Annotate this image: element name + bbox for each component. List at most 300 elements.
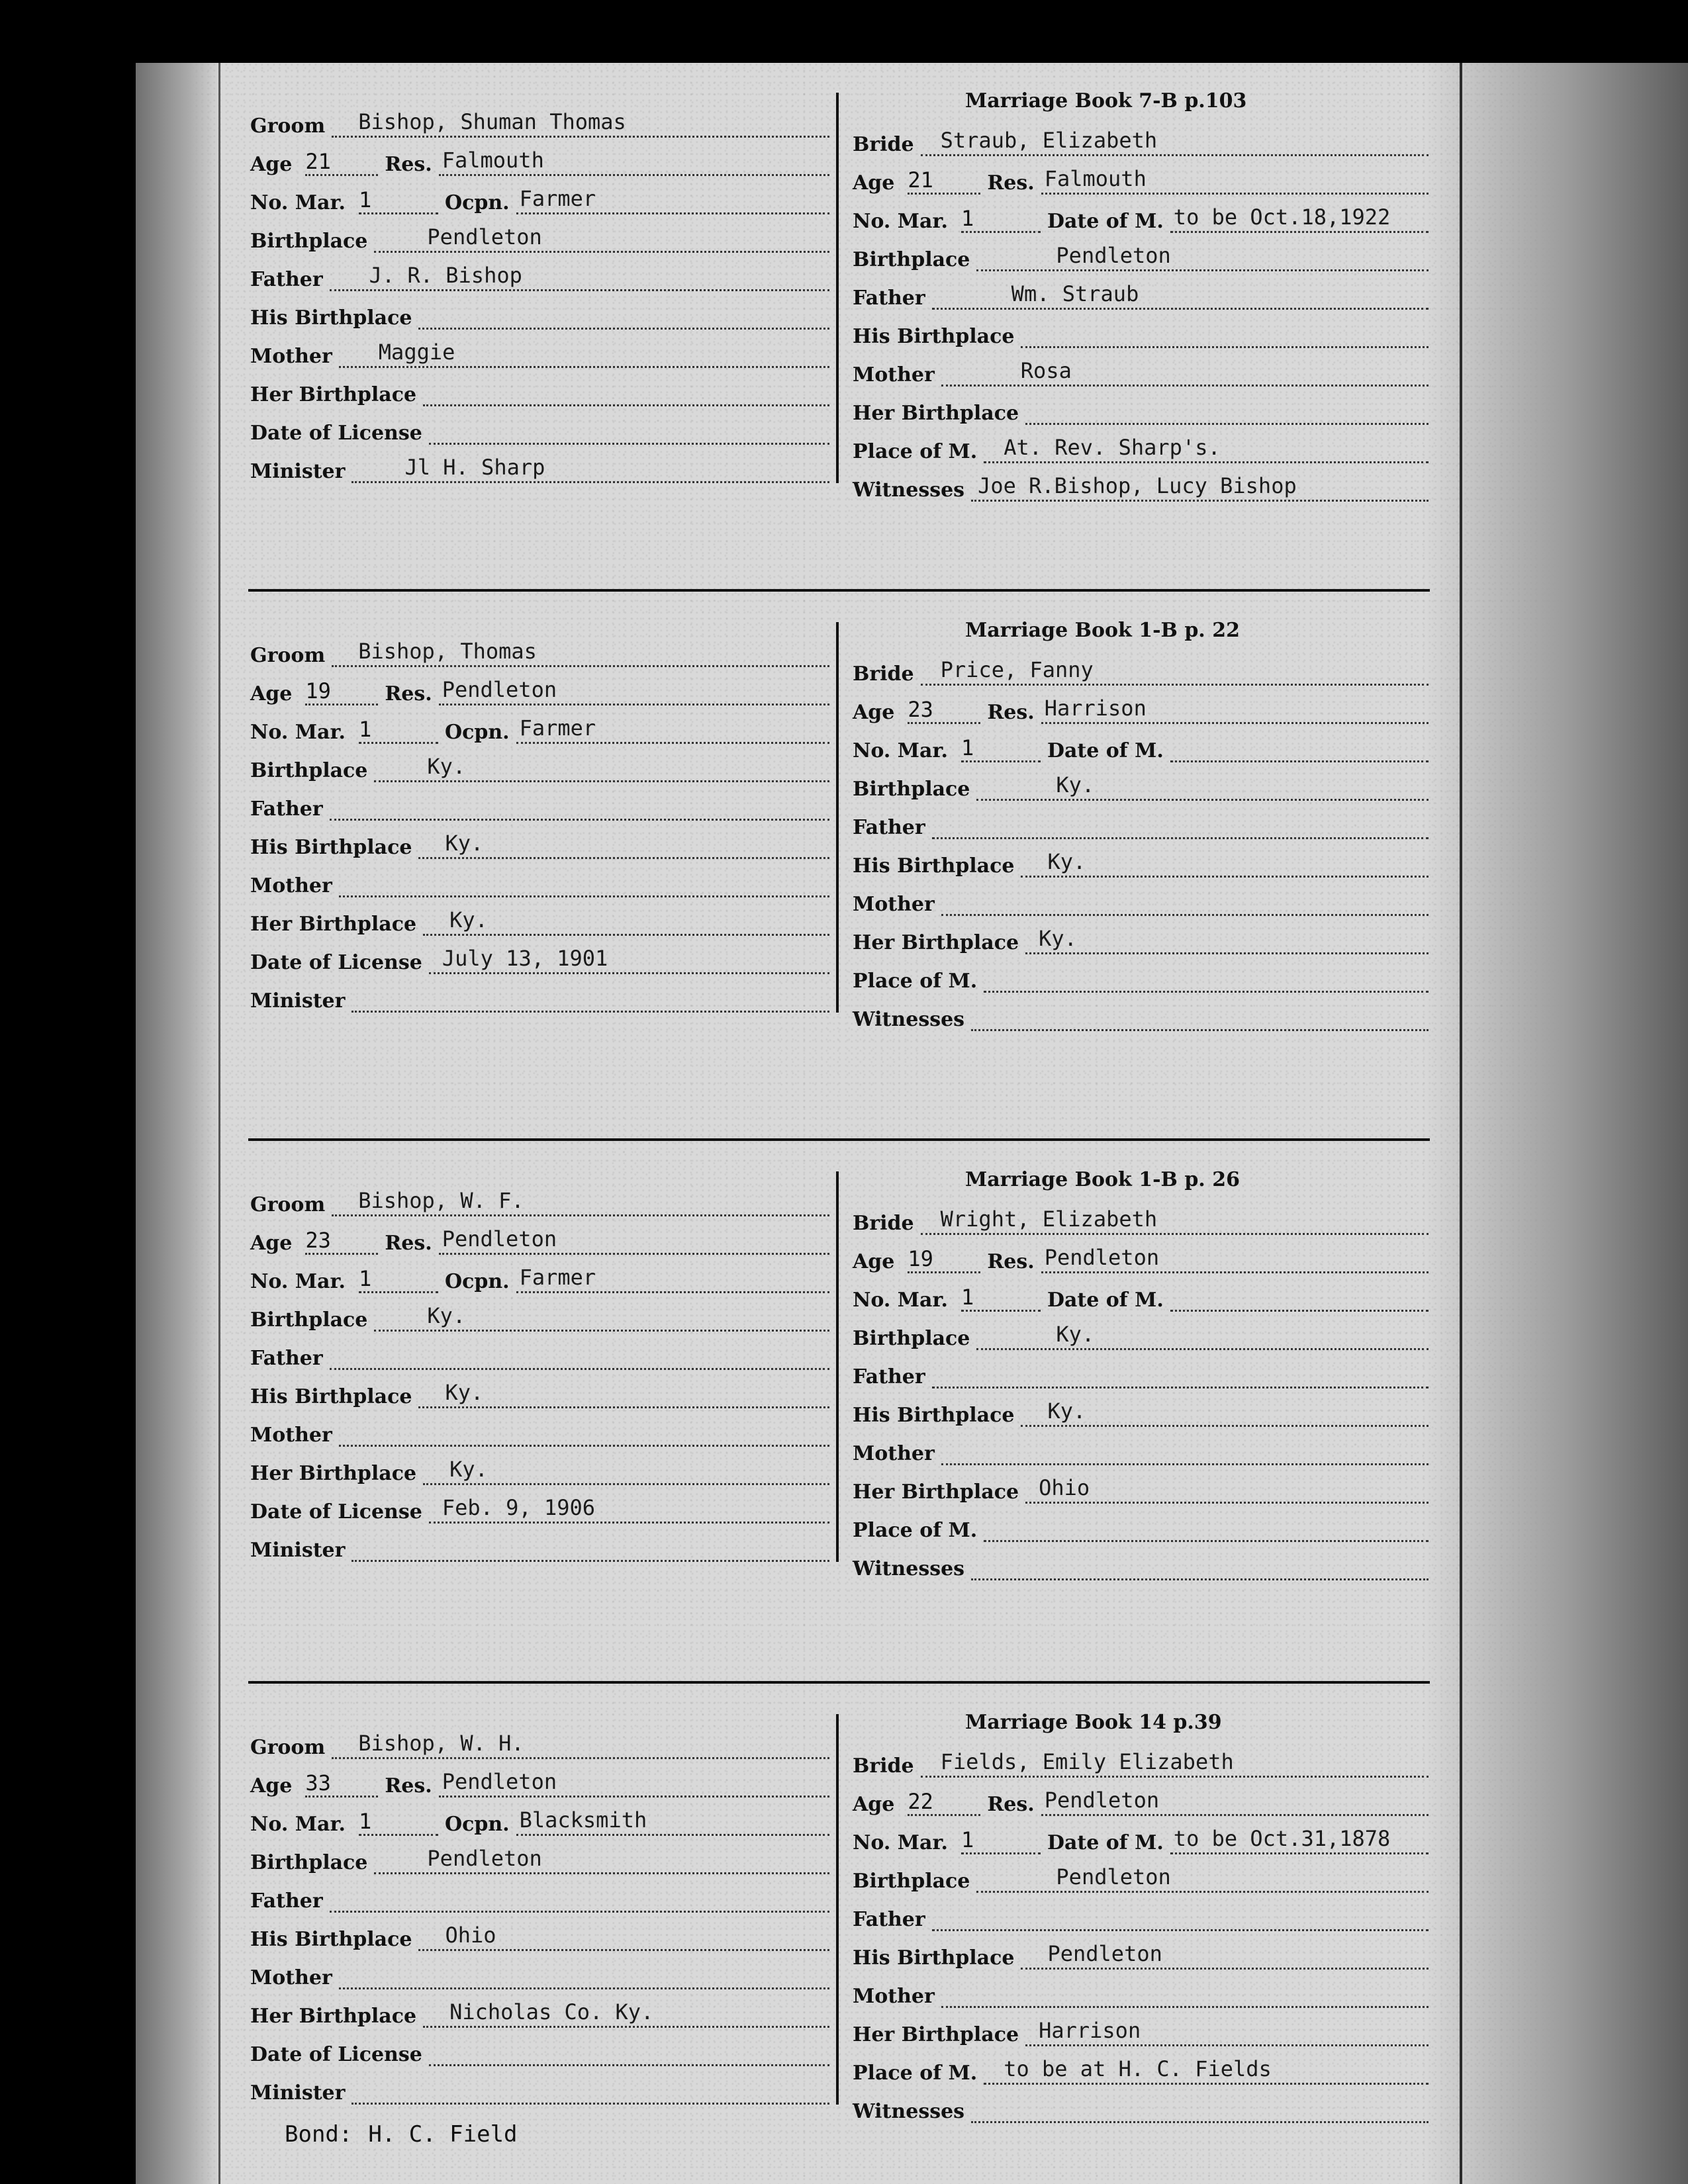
scan-shadow-right: [1423, 63, 1688, 2184]
groom-mother-row: [250, 1408, 829, 1447]
field-label: Age: [853, 1793, 895, 1816]
field-label: Ocpn.: [444, 191, 510, 214]
field-line: [339, 342, 829, 368]
groom-name-row: [250, 629, 829, 667]
field-value: Ky.: [427, 754, 466, 779]
column-divider: [836, 93, 839, 483]
bride-witnesses-row: [853, 463, 1429, 502]
field-line: [439, 1769, 829, 1797]
groom-no-mar: 1: [359, 717, 438, 744]
field-value: Harrison: [1044, 696, 1147, 721]
bride-place-of-m-row: [853, 954, 1429, 993]
field-label: Mother: [853, 893, 935, 916]
field-label: Father: [853, 287, 925, 310]
field-line: [1170, 1286, 1429, 1312]
bride-place-of-m-row: [853, 1504, 1429, 1542]
field-value: Straub, Elizabeth: [940, 128, 1158, 153]
bride-her-birthplace-row: [853, 1465, 1429, 1504]
bride-mother-row: [853, 348, 1429, 387]
groom-mother-row: [250, 859, 829, 897]
field-label: Res.: [385, 153, 432, 176]
field-label: Father: [250, 268, 323, 291]
field-label: Mother: [250, 1966, 332, 1989]
field-line: [423, 1999, 829, 2028]
field-line: [941, 890, 1429, 916]
bride-nomar-row: [853, 724, 1429, 762]
field-line: [1041, 698, 1429, 724]
field-label: Date of License: [250, 2043, 422, 2066]
groom-her-birthplace-row: [250, 368, 829, 406]
bride-age: 22: [908, 1789, 980, 1816]
field-line: [330, 1344, 829, 1370]
groom-date-of-license-row: [250, 936, 829, 974]
bride-no-mar: 1: [961, 735, 1041, 762]
field-line: [330, 265, 829, 291]
card-edge-left: [218, 63, 220, 2184]
groom-age: 21: [305, 149, 378, 176]
field-line: [932, 281, 1429, 310]
field-value: Falmouth: [442, 148, 544, 173]
field-value: Bishop, W. H.: [358, 1731, 524, 1756]
groom-mother-row: [250, 330, 829, 368]
field-label: Birthplace: [250, 759, 368, 782]
bond-value: H. C. Field: [368, 2121, 518, 2148]
field-line: [352, 457, 829, 483]
field-line: [516, 186, 829, 214]
field-line: [1021, 849, 1429, 878]
field-label: Groom: [250, 644, 326, 667]
bride-name-row: [853, 647, 1429, 686]
bride-name-row: [853, 118, 1429, 156]
field-label: Father: [250, 797, 323, 821]
field-line: [1025, 2018, 1429, 2046]
field-value: Maggie: [378, 340, 455, 365]
groom-no-mar: 1: [359, 1809, 438, 1836]
marriage-book-ref: Marriage Book 7-B p.103: [965, 89, 1247, 113]
field-value: Pendleton: [1047, 1941, 1162, 1966]
field-label: Date of M.: [1047, 1831, 1164, 1854]
column-divider: [836, 1714, 839, 2105]
field-label: Date of M.: [1047, 739, 1164, 762]
field-value: Blacksmith: [519, 1807, 647, 1833]
field-label: Age: [250, 1232, 293, 1255]
bride-place-of-m-row: [853, 425, 1429, 463]
bride-age: 23: [908, 697, 980, 724]
groom-her-birthplace-row: [250, 1447, 829, 1485]
field-value: Joe R.Bishop, Lucy Bishop: [978, 473, 1297, 498]
field-label: No. Mar.: [250, 1813, 346, 1836]
field-value: July 13, 1901: [442, 946, 608, 971]
groom-date-of-license-row: [250, 406, 829, 445]
field-label: Birthplace: [250, 230, 368, 253]
field-label: Her Birthplace: [250, 913, 417, 936]
column-divider: [836, 1171, 839, 1562]
groom-father-row: [250, 782, 829, 821]
groom-his-birthplace-row: [250, 1913, 829, 1951]
field-label: Place of M.: [853, 1519, 978, 1542]
bride-nomar-row: [853, 1273, 1429, 1312]
field-label: Bride: [853, 1212, 914, 1235]
field-value: Nicholas Co. Ky.: [449, 1999, 654, 2025]
bride-father-row: [853, 271, 1429, 310]
field-value: Pendleton: [1056, 243, 1171, 268]
bride-her-birthplace-row: [853, 387, 1429, 425]
field-value: Bishop, Thomas: [358, 639, 537, 664]
field-label: Birthplace: [853, 1327, 970, 1350]
field-value: Farmer: [519, 715, 596, 741]
field-line: [516, 1807, 829, 1836]
field-label: Father: [250, 1347, 323, 1370]
field-label: Date of License: [250, 422, 422, 445]
field-line: [330, 795, 829, 821]
field-label: Minister: [250, 2081, 346, 2105]
bride-his-birthplace-row: [853, 839, 1429, 878]
field-line: [339, 1421, 829, 1447]
field-line: [932, 1363, 1429, 1388]
field-value: Bishop, W. F.: [358, 1188, 524, 1213]
field-label: Bride: [853, 662, 914, 686]
field-label: His Birthplace: [853, 325, 1015, 348]
card-edge-right: [1460, 63, 1462, 2184]
field-value: Pendleton: [427, 224, 542, 250]
marriage-book-ref: Marriage Book 1-B p. 26: [965, 1168, 1240, 1191]
field-line: [921, 1206, 1429, 1235]
field-line: [976, 1864, 1429, 1893]
field-label: No. Mar.: [250, 191, 346, 214]
field-label: Place of M.: [853, 970, 978, 993]
field-line: [1025, 926, 1429, 954]
field-line: [374, 756, 829, 782]
field-line: [352, 1536, 829, 1562]
field-label: No. Mar.: [250, 1270, 346, 1293]
field-line: [439, 1226, 829, 1255]
field-value: Rosa: [1020, 358, 1072, 383]
record-separator: [248, 1138, 1430, 1141]
groom-nomar-row: [250, 1797, 829, 1836]
field-value: Ky.: [1039, 926, 1077, 951]
field-label: Father: [853, 816, 925, 839]
field-label: Father: [853, 1908, 925, 1931]
groom-birthplace-row: [250, 744, 829, 782]
field-value: Ky.: [427, 1303, 466, 1328]
field-value: Ky.: [1047, 1398, 1086, 1424]
field-label: Age: [853, 1250, 895, 1273]
groom-father-row: [250, 253, 829, 291]
groom-name-row: [250, 99, 829, 138]
field-line: [1021, 1398, 1429, 1427]
field-label: Ocpn.: [444, 1813, 510, 1836]
field-label: No. Mar.: [853, 739, 948, 762]
field-value: to be Oct.31,1878: [1173, 1826, 1391, 1851]
bride-no-mar: 1: [961, 206, 1041, 233]
field-label: Mother: [250, 874, 332, 897]
field-label: His Birthplace: [853, 854, 1015, 878]
field-label: Res.: [987, 171, 1035, 195]
field-line: [418, 1925, 829, 1951]
field-line: [971, 1555, 1429, 1580]
field-value: Pendleton: [427, 1846, 542, 1871]
field-label: No. Mar.: [250, 721, 346, 744]
column-divider: [836, 622, 839, 1013]
bride-birthplace-row: [853, 762, 1429, 801]
field-value: Pendleton: [1044, 1245, 1160, 1270]
groom-his-birthplace-row: [250, 821, 829, 859]
field-label: Birthplace: [853, 778, 970, 801]
field-line: [332, 641, 829, 667]
field-line: [941, 1982, 1429, 2008]
groom-her-birthplace-row: [250, 1989, 829, 2028]
field-label: Groom: [250, 1193, 326, 1216]
bride-her-birthplace-row: [853, 916, 1429, 954]
field-line: [429, 2040, 829, 2066]
groom-father-row: [250, 1332, 829, 1370]
field-label: Birthplace: [853, 1870, 970, 1893]
field-value: Farmer: [519, 186, 596, 211]
field-line: [932, 1905, 1429, 1931]
groom-age: 19: [305, 678, 378, 705]
bride-birthplace-row: [853, 1312, 1429, 1350]
bride-age-row: [853, 1778, 1429, 1816]
field-value: Jl H. Sharp: [404, 455, 545, 480]
field-label: Place of M.: [853, 440, 978, 463]
field-line: [971, 1005, 1429, 1031]
groom-age-row: [250, 667, 829, 705]
groom-minister-row: [250, 974, 829, 1013]
field-line: [423, 1459, 829, 1485]
field-value: Harrison: [1039, 2018, 1141, 2043]
bride-father-row: [853, 1893, 1429, 1931]
field-label: Father: [250, 1889, 323, 1913]
field-label: Witnesses: [853, 2100, 965, 2123]
field-line: [976, 772, 1429, 801]
field-label: Ocpn.: [444, 721, 510, 744]
groom-minister-row: [250, 445, 829, 483]
field-line: [932, 813, 1429, 839]
field-label: Age: [853, 171, 895, 195]
field-label: Her Birthplace: [853, 931, 1019, 954]
field-label: Mother: [853, 363, 935, 387]
field-line: [1021, 322, 1429, 348]
field-label: Res.: [385, 682, 432, 705]
field-label: Date of M.: [1047, 210, 1164, 233]
field-label: His Birthplace: [853, 1404, 1015, 1427]
field-line: [516, 1267, 829, 1293]
field-label: Res.: [987, 1793, 1035, 1816]
groom-name-row: [250, 1178, 829, 1216]
field-line: [984, 2056, 1429, 2085]
field-line: [332, 109, 829, 138]
groom-nomar-row: [250, 1255, 829, 1293]
bond-label: Bond:: [285, 2121, 353, 2148]
groom-age: 23: [305, 1228, 378, 1255]
bride-age-row: [853, 1235, 1429, 1273]
field-line: [332, 1188, 829, 1216]
field-value: Farmer: [519, 1265, 596, 1290]
bride-mother-row: [853, 1427, 1429, 1465]
field-label: Minister: [250, 1539, 346, 1562]
groom-minister-row: [250, 1524, 829, 1562]
groom-nomar-row: [250, 705, 829, 744]
groom-date-of-license-row: [250, 2028, 829, 2066]
record-separator: [248, 1681, 1430, 1684]
field-label: Place of M.: [853, 2062, 978, 2085]
field-line: [429, 419, 829, 445]
groom-name-row: [250, 1721, 829, 1759]
field-label: No. Mar.: [853, 1289, 948, 1312]
field-label: Birthplace: [250, 1308, 368, 1332]
groom-her-birthplace-row: [250, 897, 829, 936]
field-line: [921, 130, 1429, 156]
field-label: His Birthplace: [250, 306, 412, 330]
groom-date-of-license-row: [250, 1485, 829, 1524]
groom-age: 33: [305, 1770, 378, 1797]
bride-his-birthplace-row: [853, 310, 1429, 348]
field-line: [1025, 1475, 1429, 1504]
groom-age-row: [250, 1216, 829, 1255]
field-label: Date of License: [250, 951, 422, 974]
field-label: Witnesses: [853, 1557, 965, 1580]
field-line: [941, 358, 1429, 387]
field-line: [984, 967, 1429, 993]
field-label: Witnesses: [853, 478, 965, 502]
field-line: [439, 677, 829, 705]
field-line: [1170, 207, 1429, 233]
bride-his-birthplace-row: [853, 1388, 1429, 1427]
field-line: [1170, 1826, 1429, 1854]
field-line: [971, 2097, 1429, 2123]
field-label: Res.: [385, 1232, 432, 1255]
groom-his-birthplace-row: [250, 1370, 829, 1408]
bride-no-mar: 1: [961, 1285, 1041, 1312]
field-line: [1041, 1790, 1429, 1816]
bride-age: 19: [908, 1246, 980, 1273]
field-line: [374, 224, 829, 253]
field-line: [352, 987, 829, 1013]
field-value: J. R. Bishop: [369, 263, 522, 288]
field-line: [1041, 166, 1429, 195]
field-label: Her Birthplace: [853, 1480, 1019, 1504]
field-label: Her Birthplace: [853, 402, 1019, 425]
field-value: Wm. Straub: [1011, 281, 1139, 306]
bride-name-row: [853, 1739, 1429, 1778]
groom-his-birthplace-row: [250, 291, 829, 330]
field-line: [423, 381, 829, 406]
field-value: Ky.: [449, 1457, 488, 1482]
field-value: Ohio: [445, 1923, 496, 1948]
field-value: Pendleton: [1056, 1864, 1171, 1889]
field-line: [976, 243, 1429, 271]
field-line: [429, 948, 829, 974]
groom-mother-row: [250, 1951, 829, 1989]
bride-place-of-m-row: [853, 2046, 1429, 2085]
field-line: [1025, 399, 1429, 425]
field-label: Mother: [250, 345, 332, 368]
field-label: Age: [853, 701, 895, 724]
field-value: Ohio: [1039, 1475, 1090, 1500]
field-label: His Birthplace: [853, 1946, 1015, 1970]
field-label: Birthplace: [250, 1851, 368, 1874]
field-label: Res.: [987, 701, 1035, 724]
bride-nomar-row: [853, 1816, 1429, 1854]
field-line: [374, 1303, 829, 1332]
field-line: [352, 2079, 829, 2105]
field-label: Groom: [250, 1736, 326, 1759]
field-value: to be at H. C. Fields: [1004, 2056, 1272, 2081]
groom-minister-row: [250, 2066, 829, 2105]
bride-witnesses-row: [853, 2085, 1429, 2123]
field-value: Pendleton: [1044, 1788, 1160, 1813]
field-line: [418, 304, 829, 330]
bride-age-row: [853, 686, 1429, 724]
field-label: No. Mar.: [853, 210, 948, 233]
bride-age: 21: [908, 167, 980, 195]
bride-birthplace-row: [853, 233, 1429, 271]
field-line: [976, 1324, 1429, 1350]
field-value: Feb. 9, 1906: [442, 1495, 596, 1520]
field-label: Her Birthplace: [250, 383, 417, 406]
bond-note: [285, 2121, 518, 2148]
field-line: [332, 1733, 829, 1759]
bride-witnesses-row: [853, 1542, 1429, 1580]
bride-nomar-row: [853, 195, 1429, 233]
field-label: Date of License: [250, 1500, 422, 1524]
field-line: [423, 907, 829, 936]
field-value: Pendleton: [442, 1769, 557, 1794]
field-label: Father: [853, 1365, 925, 1388]
field-value: Pendleton: [442, 1226, 557, 1251]
field-line: [418, 833, 829, 859]
field-line: [429, 1495, 829, 1524]
field-line: [339, 1964, 829, 1989]
field-line: [1021, 1941, 1429, 1970]
field-label: Minister: [250, 460, 346, 483]
bride-her-birthplace-row: [853, 2008, 1429, 2046]
field-line: [921, 1749, 1429, 1778]
field-label: Age: [250, 682, 293, 705]
field-value: Ky.: [445, 831, 484, 856]
field-label: Minister: [250, 989, 346, 1013]
field-line: [921, 657, 1429, 686]
field-label: Mother: [853, 1442, 935, 1465]
field-label: Res.: [385, 1774, 432, 1797]
field-label: His Birthplace: [250, 1928, 412, 1951]
bride-mother-row: [853, 1970, 1429, 2008]
field-line: [984, 1516, 1429, 1542]
groom-birthplace-row: [250, 214, 829, 253]
field-value: Pendleton: [442, 677, 557, 702]
field-line: [984, 437, 1429, 463]
field-label: Her Birthplace: [853, 2023, 1019, 2046]
field-label: Bride: [853, 1754, 914, 1778]
field-label: Mother: [250, 1424, 332, 1447]
bride-no-mar: 1: [961, 1827, 1041, 1854]
field-line: [971, 473, 1429, 502]
field-line: [516, 715, 829, 744]
bride-his-birthplace-row: [853, 1931, 1429, 1970]
field-label: Mother: [853, 1985, 935, 2008]
field-line: [1170, 737, 1429, 762]
field-value: Ky.: [449, 907, 488, 933]
groom-birthplace-row: [250, 1836, 829, 1874]
field-line: [330, 1887, 829, 1913]
field-value: Ky.: [1056, 1322, 1095, 1347]
groom-nomar-row: [250, 176, 829, 214]
field-value: At. Rev. Sharp's.: [1004, 435, 1221, 460]
bride-witnesses-row: [853, 993, 1429, 1031]
field-label: Bride: [853, 133, 914, 156]
field-label: Her Birthplace: [250, 1462, 417, 1485]
field-value: Price, Fanny: [940, 657, 1094, 682]
